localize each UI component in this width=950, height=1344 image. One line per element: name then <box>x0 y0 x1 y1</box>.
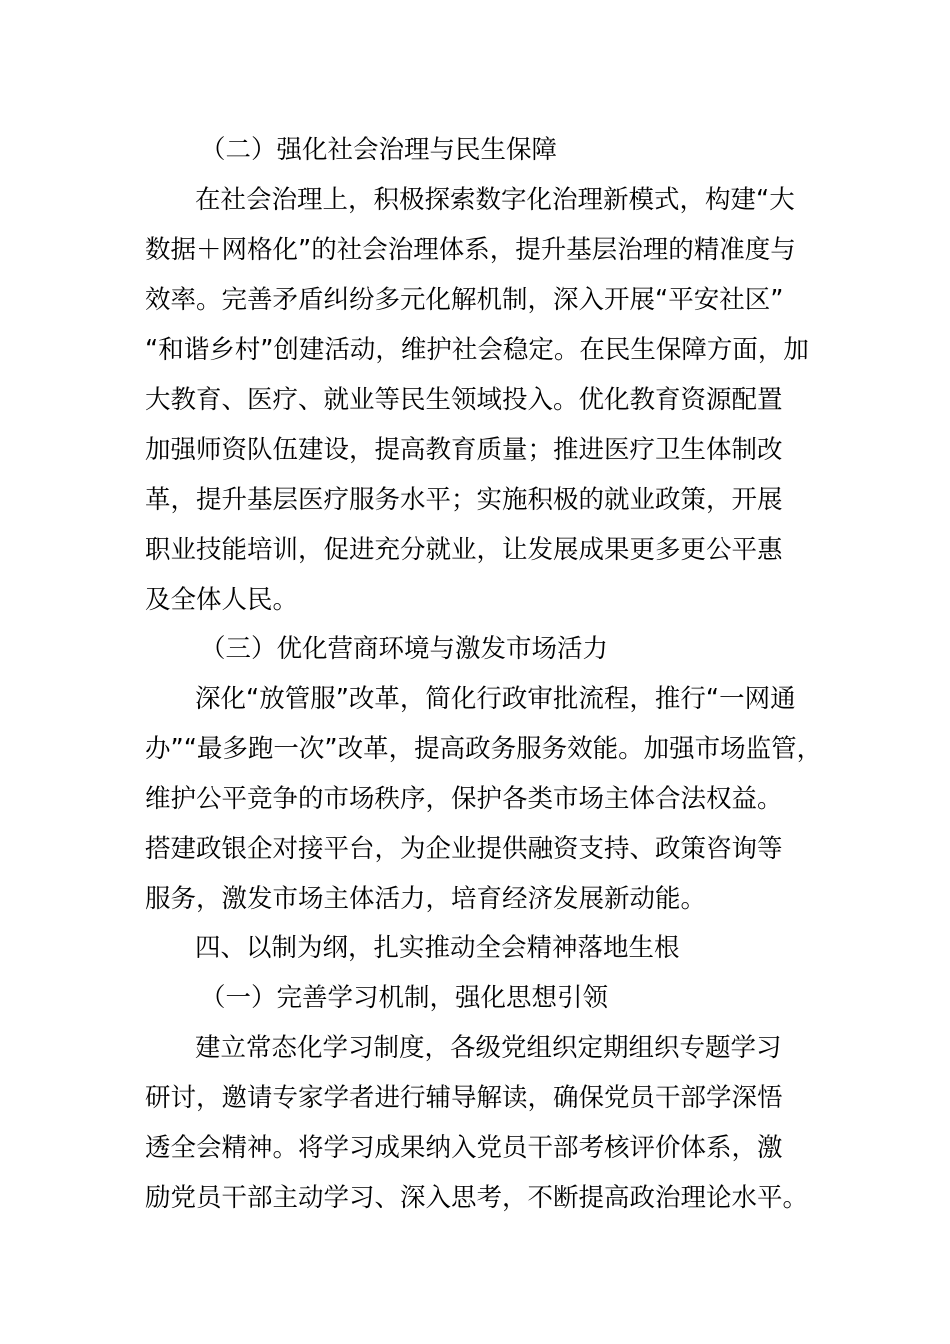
paragraph-line: 职业技能培训，促进充分就业，让发展成果更多更公平惠 <box>145 535 783 565</box>
paragraph-line: 服务，激发市场主体活力，培育经济发展新动能。 <box>145 884 707 914</box>
paragraph-line: 在社会治理上，积极探索数字化治理新模式，构建“大 <box>195 185 795 215</box>
paragraph-line: 大教育、医疗、就业等民生领域投入。优化教育资源配置 <box>145 385 783 415</box>
paragraph-line: 透全会精神。将学习成果纳入党员干部考核评价体系，激 <box>145 1133 783 1163</box>
paragraph-line: 搭建政银企对接平台，为企业提供融资支持、政策咨询等 <box>145 834 783 864</box>
paragraph-line: “和谐乡村”创建活动，维护社会稳定。在民生保障方面，加 <box>145 335 809 365</box>
paragraph-line: 效率。完善矛盾纠纷多元化解机制，深入开展“平安社区” <box>145 285 784 315</box>
paragraph-line: 研讨，邀请专家学者进行辅导解读，确保党员干部学深悟 <box>145 1083 783 1113</box>
paragraph-line: 励党员干部主动学习、深入思考，不断提高政治理论水平。 <box>145 1183 809 1213</box>
paragraph-line: 维护公平竞争的市场秩序，保护各类市场主体合法权益。 <box>145 784 783 814</box>
paragraph-line: 建立常态化学习制度，各级党组织定期组织专题学习 <box>195 1033 782 1063</box>
paragraph-line: 数据＋网格化”的社会治理体系，提升基层治理的精准度与 <box>145 235 796 265</box>
paragraph-line: 深化“放管服”改革，简化行政审批流程，推行“一网通 <box>195 684 796 714</box>
paragraph-line: 革，提升基层医疗服务水平；实施积极的就业政策，开展 <box>145 485 783 515</box>
paragraph-line: 加强师资队伍建设，提高教育质量；推进医疗卫生体制改 <box>145 435 783 465</box>
chapter-heading-4: 四、以制为纲，扎实推动全会精神落地生根 <box>195 933 680 963</box>
section-heading-1: （一）完善学习机制，强化思想引领 <box>200 983 609 1013</box>
section-heading-2: （二）强化社会治理与民生保障 <box>200 135 558 165</box>
paragraph-line: 办”“最多跑一次”改革，提高政务服务效能。加强市场监管， <box>145 734 823 764</box>
paragraph-line: 及全体人民。 <box>145 585 299 615</box>
section-heading-3: （三）优化营商环境与激发市场活力 <box>200 634 609 664</box>
